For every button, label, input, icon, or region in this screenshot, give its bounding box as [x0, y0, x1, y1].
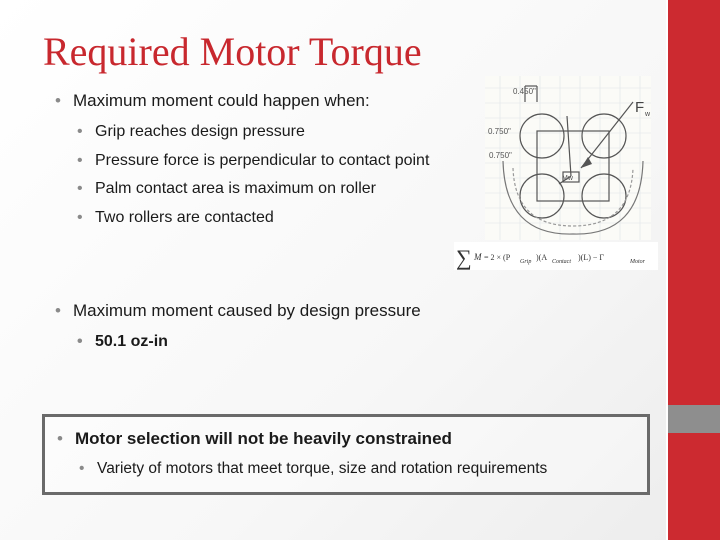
bullet-dot-icon: • [77, 209, 83, 226]
force-arrow-icon [581, 157, 592, 168]
sub-bullet-text: Two rollers are contacted [95, 209, 274, 226]
bullet-text: Maximum moment caused by design pressure [73, 301, 421, 320]
sub-bullet-text: Grip reaches design pressure [95, 123, 305, 140]
sigma-symbol: ∑ [456, 245, 472, 270]
torque-value: 50.1 oz-in [95, 333, 168, 350]
bullet-dot-icon: • [55, 301, 61, 320]
sub-bullet-text: Palm contact area is maximum on roller [95, 180, 376, 197]
bullet-dot-icon: • [79, 460, 85, 477]
equation-tail: )(L) − Γ [578, 253, 605, 262]
equation-a-sub: Contact [552, 259, 571, 265]
accent-strip-bottom [666, 433, 720, 540]
equation-g-sub: Motor [630, 259, 645, 265]
bullet-dot-icon: • [77, 123, 83, 140]
sketch-label-left: 0.750" [489, 151, 512, 160]
bullet-text: Motor selection will not be heavily constrained [75, 429, 452, 448]
roller-sketch-drawing [485, 76, 651, 240]
equation-rhs: = 2 × (P [484, 253, 511, 262]
bullet-dot-icon: • [55, 91, 61, 110]
sketch-label-center: Mw [562, 175, 573, 182]
sub-bullet-text: Pressure force is perpendicular to contact point [95, 152, 430, 169]
accent-strip-top [666, 0, 720, 405]
motor-selection-box [42, 414, 650, 495]
roller-sketch [485, 76, 651, 240]
slide-title: Required Motor Torque [43, 29, 422, 74]
sub-bullet-text: Variety of motors that meet torque, size and rotation requirements [97, 460, 548, 477]
bullet-dot-icon: • [57, 429, 63, 448]
accent-strip-divider [666, 0, 668, 540]
sketch-label-top: 0.450" [513, 87, 536, 96]
equation-mid: )(A [536, 253, 548, 262]
torque-equation-drawing [454, 242, 658, 270]
sketch-label-right: 0.750" [488, 127, 511, 136]
equation-m: M [474, 252, 482, 262]
bullet-dot-icon: • [77, 180, 83, 197]
bullet-dot-icon: • [77, 152, 83, 169]
right-accent-strip [666, 0, 720, 540]
sketch-force-subscript: w [645, 111, 651, 118]
bullet-text: Maximum moment could happen when: [73, 91, 370, 110]
equation-p-sub: Grip [520, 259, 532, 265]
accent-strip-gray [666, 405, 720, 433]
bullet-dot-icon: • [77, 333, 83, 350]
sketch-force-label: F [635, 99, 645, 116]
torque-equation [454, 242, 658, 270]
